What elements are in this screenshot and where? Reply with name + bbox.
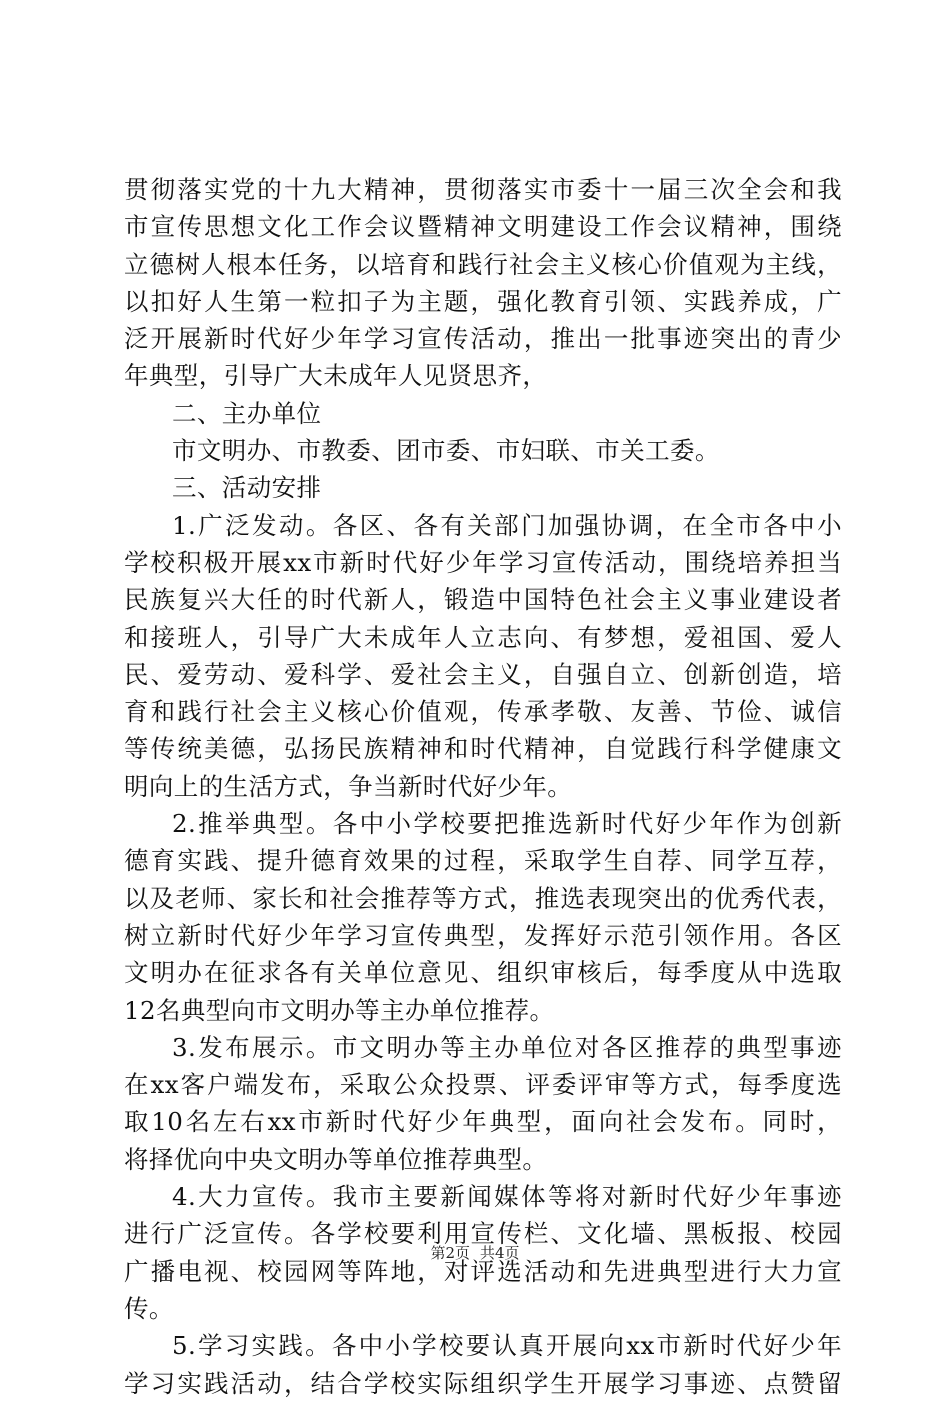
text-line: 二、主办单位 (172, 398, 322, 428)
text-line: 等传统美德，弘扬民族精神和时代精神，自觉践行科学健康文 (124, 734, 842, 764)
text-line: 2.推举典型。各中小学校要把推选新时代好少年作为创新 (172, 809, 842, 839)
document-body (124, 171, 842, 1402)
text-line: 取10名左右xx市新时代好少年典型，面向社会发布。同时， (124, 1107, 842, 1137)
text-line: 在xx客户端发布，采取公众投票、评委评审等方式，每季度选 (124, 1070, 842, 1100)
text-line: 4.大力宣传。我市主要新闻媒体等将对新时代好少年事迹 (172, 1182, 842, 1212)
page-total: 共4页 (480, 1244, 520, 1262)
text-line: 3.发布展示。市文明办等主办单位对各区推荐的典型事迹 (172, 1032, 842, 1062)
text-line: 进行广泛宣传。各学校要利用宣传栏、文化墙、黑板报、校园 (124, 1219, 842, 1249)
text-line: 以及老师、家长和社会推荐等方式，推选表现突出的优秀代表， (124, 883, 842, 913)
text-line: 贯彻落实党的十九大精神，贯彻落实市委十一届三次全会和我 (124, 175, 842, 204)
text-line: 年典型，引导广大未成年人见贤思齐， (124, 361, 548, 391)
text-line: 和接班人，引导广大未成年人立志向、有梦想，爱祖国、爱人 (124, 622, 842, 652)
text-line: 立德树人根本任务，以培育和践行社会主义核心价值观为主线， (124, 249, 842, 279)
text-line: 将择优向中央文明办等单位推荐典型。 (124, 1144, 548, 1174)
text-line: 学校积极开展xx市新时代好少年学习宣传活动，围绕培养担当 (124, 547, 842, 577)
text-line: 泛开展新时代好少年学习宣传活动，推出一批事迹突出的青少 (124, 324, 842, 354)
text-line: 三、活动安排 (172, 473, 322, 503)
page-number: 第2页 (430, 1244, 470, 1262)
page-footer (0, 1243, 950, 1263)
text-line: 明向上的生活方式，争当新时代好少年。 (124, 771, 573, 801)
text-line: 以扣好人生第一粒扣子为主题，强化教育引领、实践养成，广 (124, 286, 842, 316)
text-line: 文明办在征求各有关单位意见、组织审核后，每季度从中选取 (124, 958, 842, 988)
text-line: 民族复兴大任的时代新人，锻造中国特色社会主义事业建设者 (124, 585, 842, 615)
text-line: 德育实践、提升德育效果的过程，采取学生自荐、同学互荐， (124, 846, 842, 876)
text-line: 广播电视、校园网等阵地，对评选活动和先进典型进行大力宣 (124, 1256, 842, 1286)
text-line: 5.学习实践。各中小学校要认真开展向xx市新时代好少年 (172, 1331, 842, 1361)
text-line: 树立新时代好少年学习宣传典型，发挥好示范引领作用。各区 (124, 920, 842, 950)
text-line: 学习实践活动，结合学校实际组织学生开展学习事迹、点赞留 (124, 1368, 842, 1398)
text-line: 传。 (124, 1293, 174, 1323)
text-line: 12名典型向市文明办等主办单位推荐。 (124, 995, 555, 1025)
text-line: 育和践行社会主义核心价值观，传承孝敬、友善、节俭、诚信 (124, 697, 842, 727)
text-line: 市宣传思想文化工作会议暨精神文明建设工作会议精神，围绕 (124, 212, 842, 242)
text-line: 1.广泛发动。各区、各有关部门加强协调，在全市各中小 (172, 510, 842, 540)
text-line: 市文明办、市教委、团市委、市妇联、市关工委。 (172, 436, 720, 466)
text-line: 民、爱劳动、爱科学、爱社会主义，自强自立、创新创造，培 (124, 659, 842, 689)
